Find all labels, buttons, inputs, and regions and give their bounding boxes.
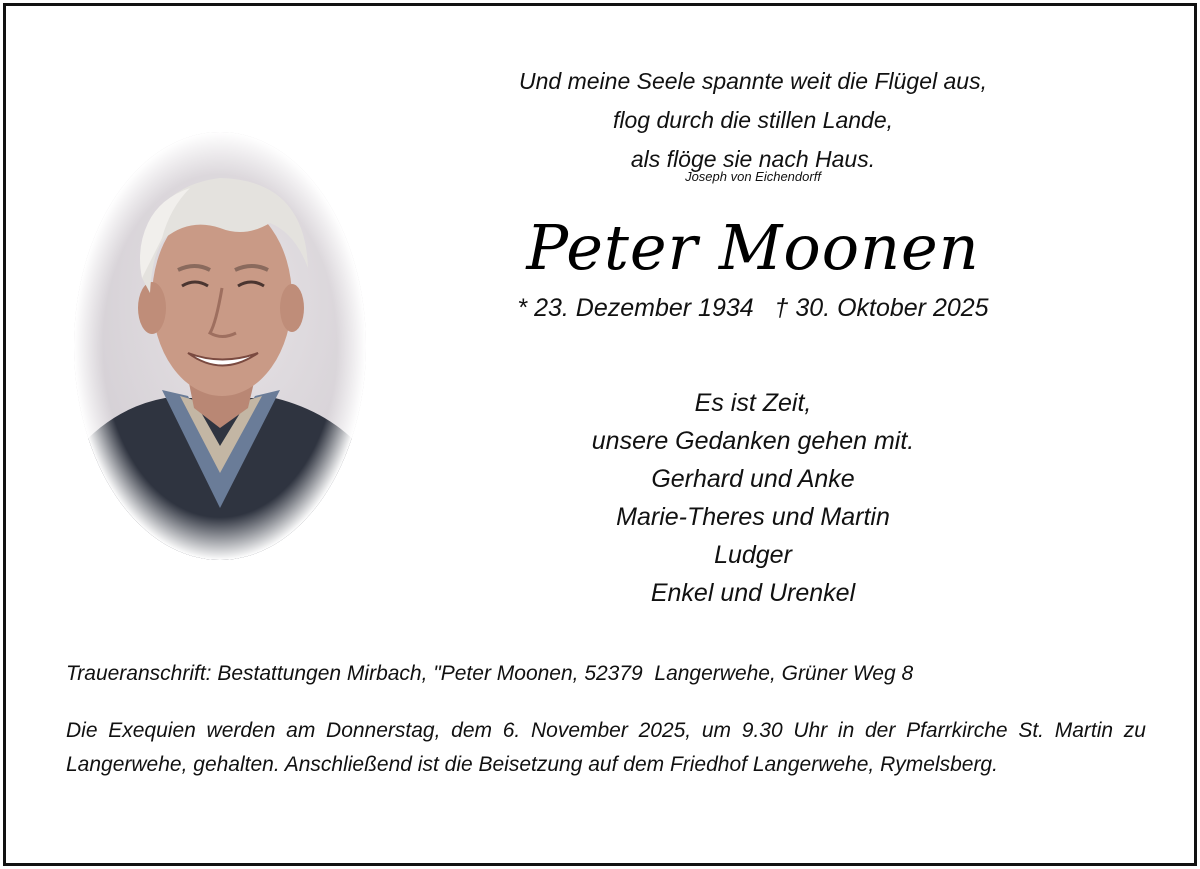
mourners-list bbox=[446, 384, 1060, 612]
poem-line: als flöge sie nach Haus. bbox=[630, 146, 876, 172]
mourner-line: unsere Gedanken gehen mit. bbox=[591, 427, 915, 455]
obituary-card bbox=[3, 3, 1197, 866]
mourning-address: Traueranschrift: Bestattungen Mirbach, "Peter Moonen, 52379 Langerwehe, Grüner Weg 8 bbox=[66, 662, 914, 685]
poem-line: Und meine Seele spannte weit die Flügel aus, bbox=[519, 68, 987, 94]
mourner-line: Enkel und Urenkel bbox=[650, 579, 856, 607]
life-dates bbox=[446, 294, 1060, 323]
mourner-line: Marie-Theres und Martin bbox=[616, 503, 890, 531]
portrait-photo bbox=[70, 128, 370, 564]
poem-author: Joseph von Eichendorff bbox=[685, 169, 821, 184]
mourner-line: Ludger bbox=[714, 541, 792, 569]
service-info: Die Exequien werden am Donnerstag, dem 6. November 2025, um 9.30 Uhr in der Pfarrkirche St. Martin zu Langerwehe, gehalten. Anschließend ist die Beisetzung auf dem Friedhof Langerwehe, Rymelsberg. bbox=[66, 719, 1146, 776]
mourner-line: Es ist Zeit, bbox=[694, 389, 812, 417]
mourner-line: Gerhard und Anke bbox=[651, 465, 855, 493]
poem bbox=[446, 62, 1060, 179]
poem-line: flog durch die stillen Lande, bbox=[612, 107, 894, 133]
death-date: † 30. Oktober 2025 bbox=[774, 294, 989, 322]
birth-date: * 23. Dezember 1934 bbox=[517, 294, 754, 322]
deceased-name: Peter Moonen bbox=[526, 211, 980, 284]
